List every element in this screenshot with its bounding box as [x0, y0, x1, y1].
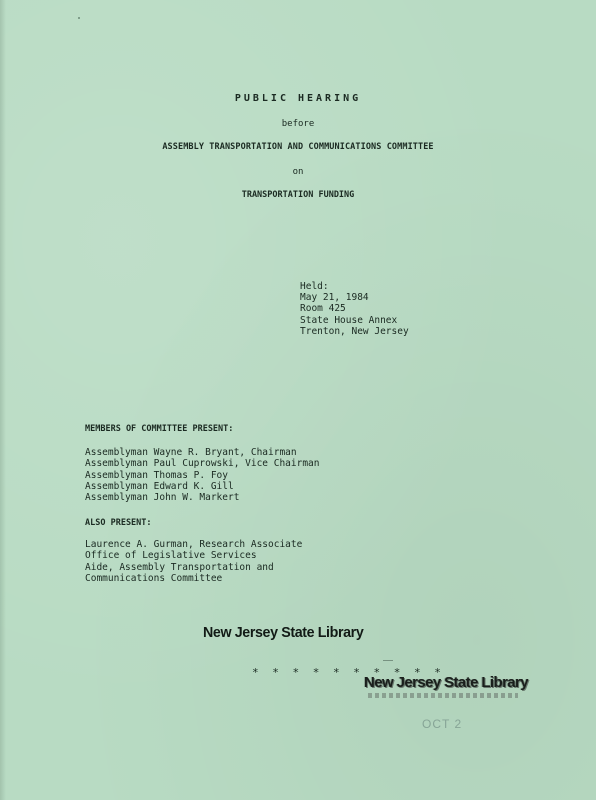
members-list — [85, 447, 320, 503]
member-item: Assemblyman Paul Cuprowski, Vice Chairman — [85, 458, 320, 470]
held-building: State House Annex — [300, 314, 398, 326]
hearing-subject: TRANSPORTATION FUNDING — [241, 190, 355, 200]
speck-mark — [78, 17, 80, 19]
separator-stars: * * * * * * * * * * — [252, 666, 445, 679]
library-stamp-secondary: New Jersey State Library — [364, 674, 529, 691]
held-date: May 21, 1984 — [300, 292, 369, 304]
hearing-details — [300, 281, 409, 337]
before-text: before — [281, 119, 315, 129]
member-item: Assemblyman Edward K. Gill — [85, 480, 234, 492]
also-present-item: Office of Legislative Services — [85, 550, 257, 562]
member-item: Assemblyman Wayne R. Bryant, Chairman — [85, 447, 297, 458]
received-date-stamp: OCT 2 — [422, 717, 463, 731]
stamp-smudge — [368, 693, 518, 698]
also-present-heading: ALSO PRESENT: — [85, 518, 152, 528]
also-present-item: Aide, Assembly Transportation and — [85, 561, 274, 573]
on-text: on — [292, 167, 304, 177]
document-title: PUBLIC HEARING — [234, 93, 362, 104]
held-location: Trenton, New Jersey — [300, 325, 409, 337]
also-present-item: Laurence A. Gurman, Research Associate — [85, 539, 303, 550]
member-item: Assemblyman Thomas P. Foy — [85, 469, 228, 481]
committee-name: ASSEMBLY TRANSPORTATION AND COMMUNICATIONS COMMITTEE — [162, 142, 434, 152]
held-room: Room 425 — [300, 303, 346, 315]
library-stamp: New Jersey State Library — [203, 624, 364, 641]
member-item: Assemblyman John W. Markert — [85, 492, 240, 504]
also-present-list — [85, 539, 302, 584]
pen-mark — [383, 660, 393, 661]
held-label: Held: — [300, 281, 329, 292]
members-heading: MEMBERS OF COMMITTEE PRESENT: — [85, 424, 234, 434]
also-present-item: Communications Committee — [85, 572, 223, 584]
